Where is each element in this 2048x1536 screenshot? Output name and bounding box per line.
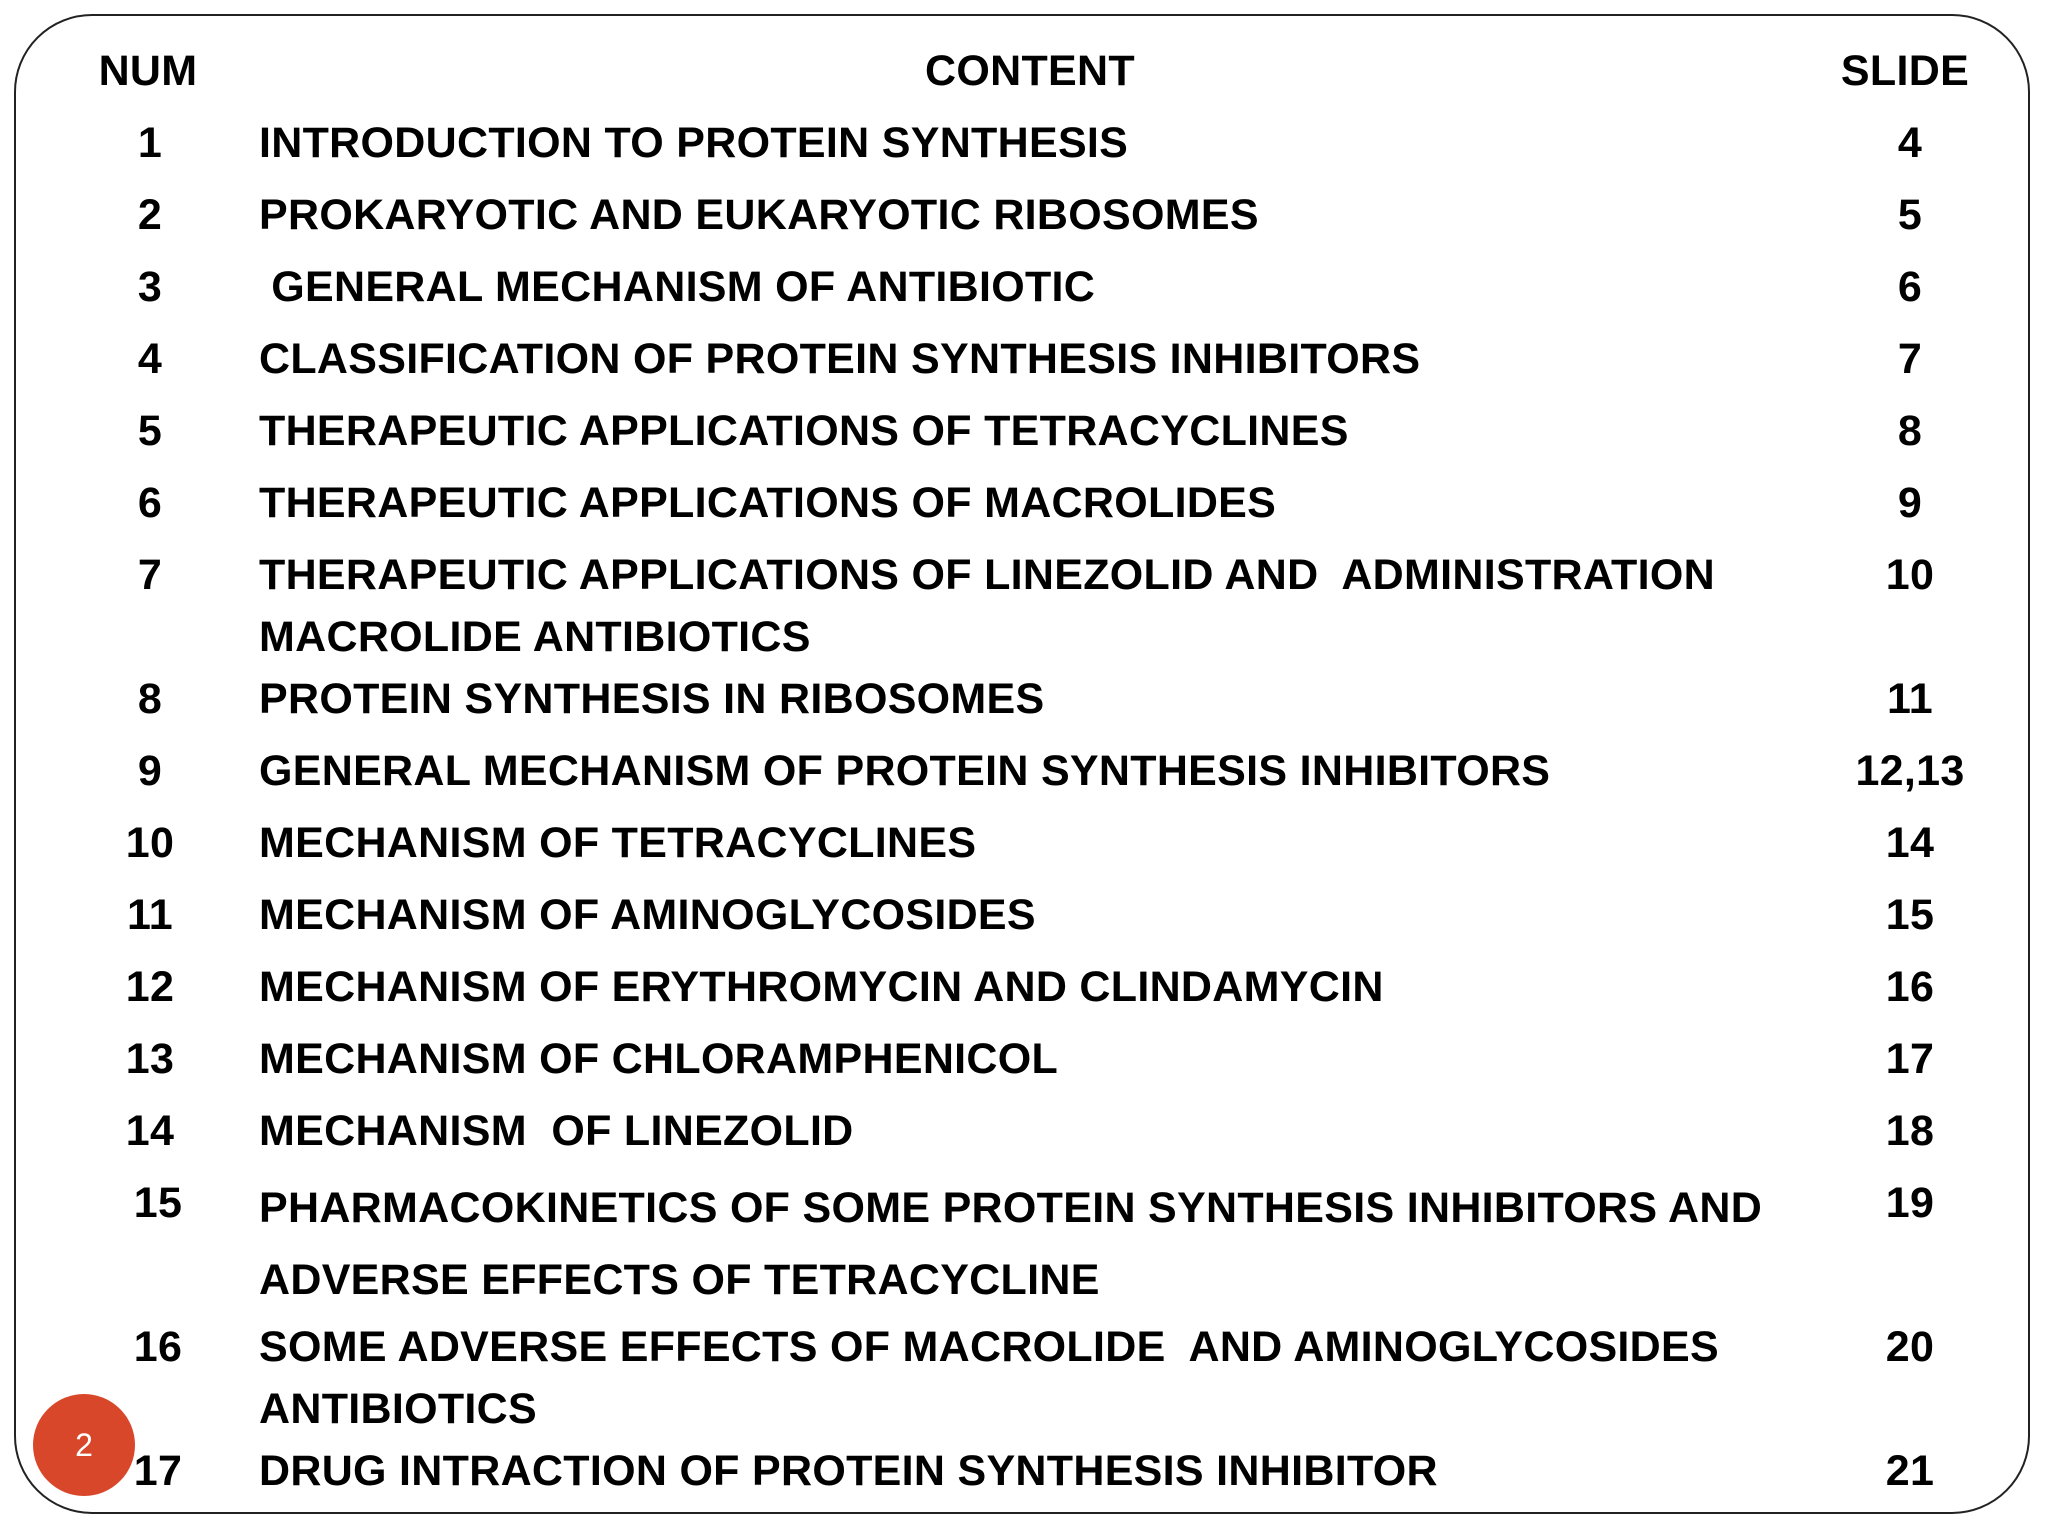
row-content <box>259 112 1799 174</box>
row-content-line: PROTEIN SYNTHESIS IN RIBOSOMES <box>259 675 1045 723</box>
row-content-line: MECHANISM OF LINEZOLID <box>259 1107 854 1155</box>
row-content-line: THERAPEUTIC APPLICATIONS OF TETRACYCLINES <box>259 407 1349 455</box>
row-content <box>259 1316 1799 1440</box>
row-slide-number: 20 <box>1885 1323 1935 1371</box>
row-number: 3 <box>137 263 163 311</box>
row-slide-number: 7 <box>1897 335 1923 383</box>
row-content-line: THERAPEUTIC APPLICATIONS OF LINEZOLID AND ADMINISTRATION <box>259 551 1715 599</box>
row-content <box>259 472 1799 534</box>
row-content <box>259 1100 1799 1162</box>
row-number: 10 <box>125 819 175 867</box>
row-content-line: MECHANISM OF ERYTHROMYCIN AND CLINDAMYCIN <box>259 963 1384 1011</box>
row-slide-number: 4 <box>1897 119 1923 167</box>
row-content <box>259 740 1799 802</box>
row-slide-number: 11 <box>1886 675 1934 723</box>
row-content-line: SOME ADVERSE EFFECTS OF MACROLIDE AND AMINOGLYCOSIDES <box>259 1323 1719 1371</box>
row-number: 2 <box>137 191 163 239</box>
row-content-line: MECHANISM OF CHLORAMPHENICOL <box>259 1035 1059 1083</box>
row-content-line: MECHANISM OF AMINOGLYCOSIDES <box>259 891 1036 939</box>
row-content <box>259 668 1799 730</box>
row-content-line: ADVERSE EFFECTS OF TETRACYCLINE <box>259 1256 1100 1304</box>
row-content <box>259 884 1799 946</box>
row-number: 11 <box>126 891 174 939</box>
row-content <box>259 956 1799 1018</box>
row-number: 4 <box>137 335 163 383</box>
row-number: 13 <box>125 1035 175 1083</box>
row-number: 15 <box>133 1179 183 1227</box>
row-slide-number: 17 <box>1885 1035 1935 1083</box>
row-content-line: THERAPEUTIC APPLICATIONS OF MACROLIDES <box>259 479 1277 527</box>
row-content <box>259 1172 1799 1316</box>
header-slide: SLIDE <box>1840 47 1970 95</box>
row-content-line: PHARMACOKINETICS OF SOME PROTEIN SYNTHESIS INHIBITORS AND <box>259 1184 1763 1232</box>
row-content <box>259 400 1799 462</box>
row-slide-number: 6 <box>1897 263 1923 311</box>
row-number: 14 <box>125 1107 175 1155</box>
row-content <box>259 1440 1799 1502</box>
row-content-line: CLASSIFICATION OF PROTEIN SYNTHESIS INHIBITORS <box>259 335 1421 383</box>
header-num: NUM <box>98 47 198 95</box>
row-content <box>259 328 1799 390</box>
row-slide-number: 9 <box>1897 479 1923 527</box>
row-slide-number: 21 <box>1885 1447 1935 1495</box>
row-slide-number: 19 <box>1885 1179 1935 1227</box>
row-number: 12 <box>125 963 175 1011</box>
row-number: 5 <box>137 407 163 455</box>
row-number: 17 <box>133 1447 183 1495</box>
header-content: CONTENT <box>925 47 1135 95</box>
row-slide-number: 15 <box>1885 891 1935 939</box>
row-content-line: MACROLIDE ANTIBIOTICS <box>259 613 811 661</box>
row-content <box>259 544 1799 668</box>
row-slide-number: 16 <box>1885 963 1935 1011</box>
row-slide-number: 14 <box>1885 819 1935 867</box>
row-slide-number: 12,13 <box>1855 747 1965 795</box>
row-content-line: ANTIBIOTICS <box>259 1385 538 1433</box>
row-content <box>259 184 1799 246</box>
row-number: 7 <box>137 551 163 599</box>
row-number: 1 <box>137 119 163 167</box>
row-number: 16 <box>133 1323 183 1371</box>
row-slide-number: 10 <box>1885 551 1935 599</box>
row-content-line: INTRODUCTION TO PROTEIN SYNTHESIS <box>259 119 1129 167</box>
row-content-line: PROKARYOTIC AND EUKARYOTIC RIBOSOMES <box>259 191 1259 239</box>
row-slide-number: 5 <box>1897 191 1923 239</box>
row-slide-number: 18 <box>1885 1107 1935 1155</box>
row-content-line: MECHANISM OF TETRACYCLINES <box>259 819 977 867</box>
row-content <box>259 256 1799 318</box>
row-number: 9 <box>137 747 163 795</box>
row-content <box>259 1028 1799 1090</box>
row-content <box>259 812 1799 874</box>
row-number: 6 <box>137 479 163 527</box>
page-number-badge: 2 <box>33 1394 135 1496</box>
row-content-line: DRUG INTRACTION OF PROTEIN SYNTHESIS INHIBITOR <box>259 1447 1438 1495</box>
row-content-line: GENERAL MECHANISM OF ANTIBIOTIC <box>259 263 1096 311</box>
row-content-line: GENERAL MECHANISM OF PROTEIN SYNTHESIS INHIBITORS <box>259 747 1551 795</box>
row-slide-number: 8 <box>1897 407 1923 455</box>
row-number: 8 <box>137 675 163 723</box>
